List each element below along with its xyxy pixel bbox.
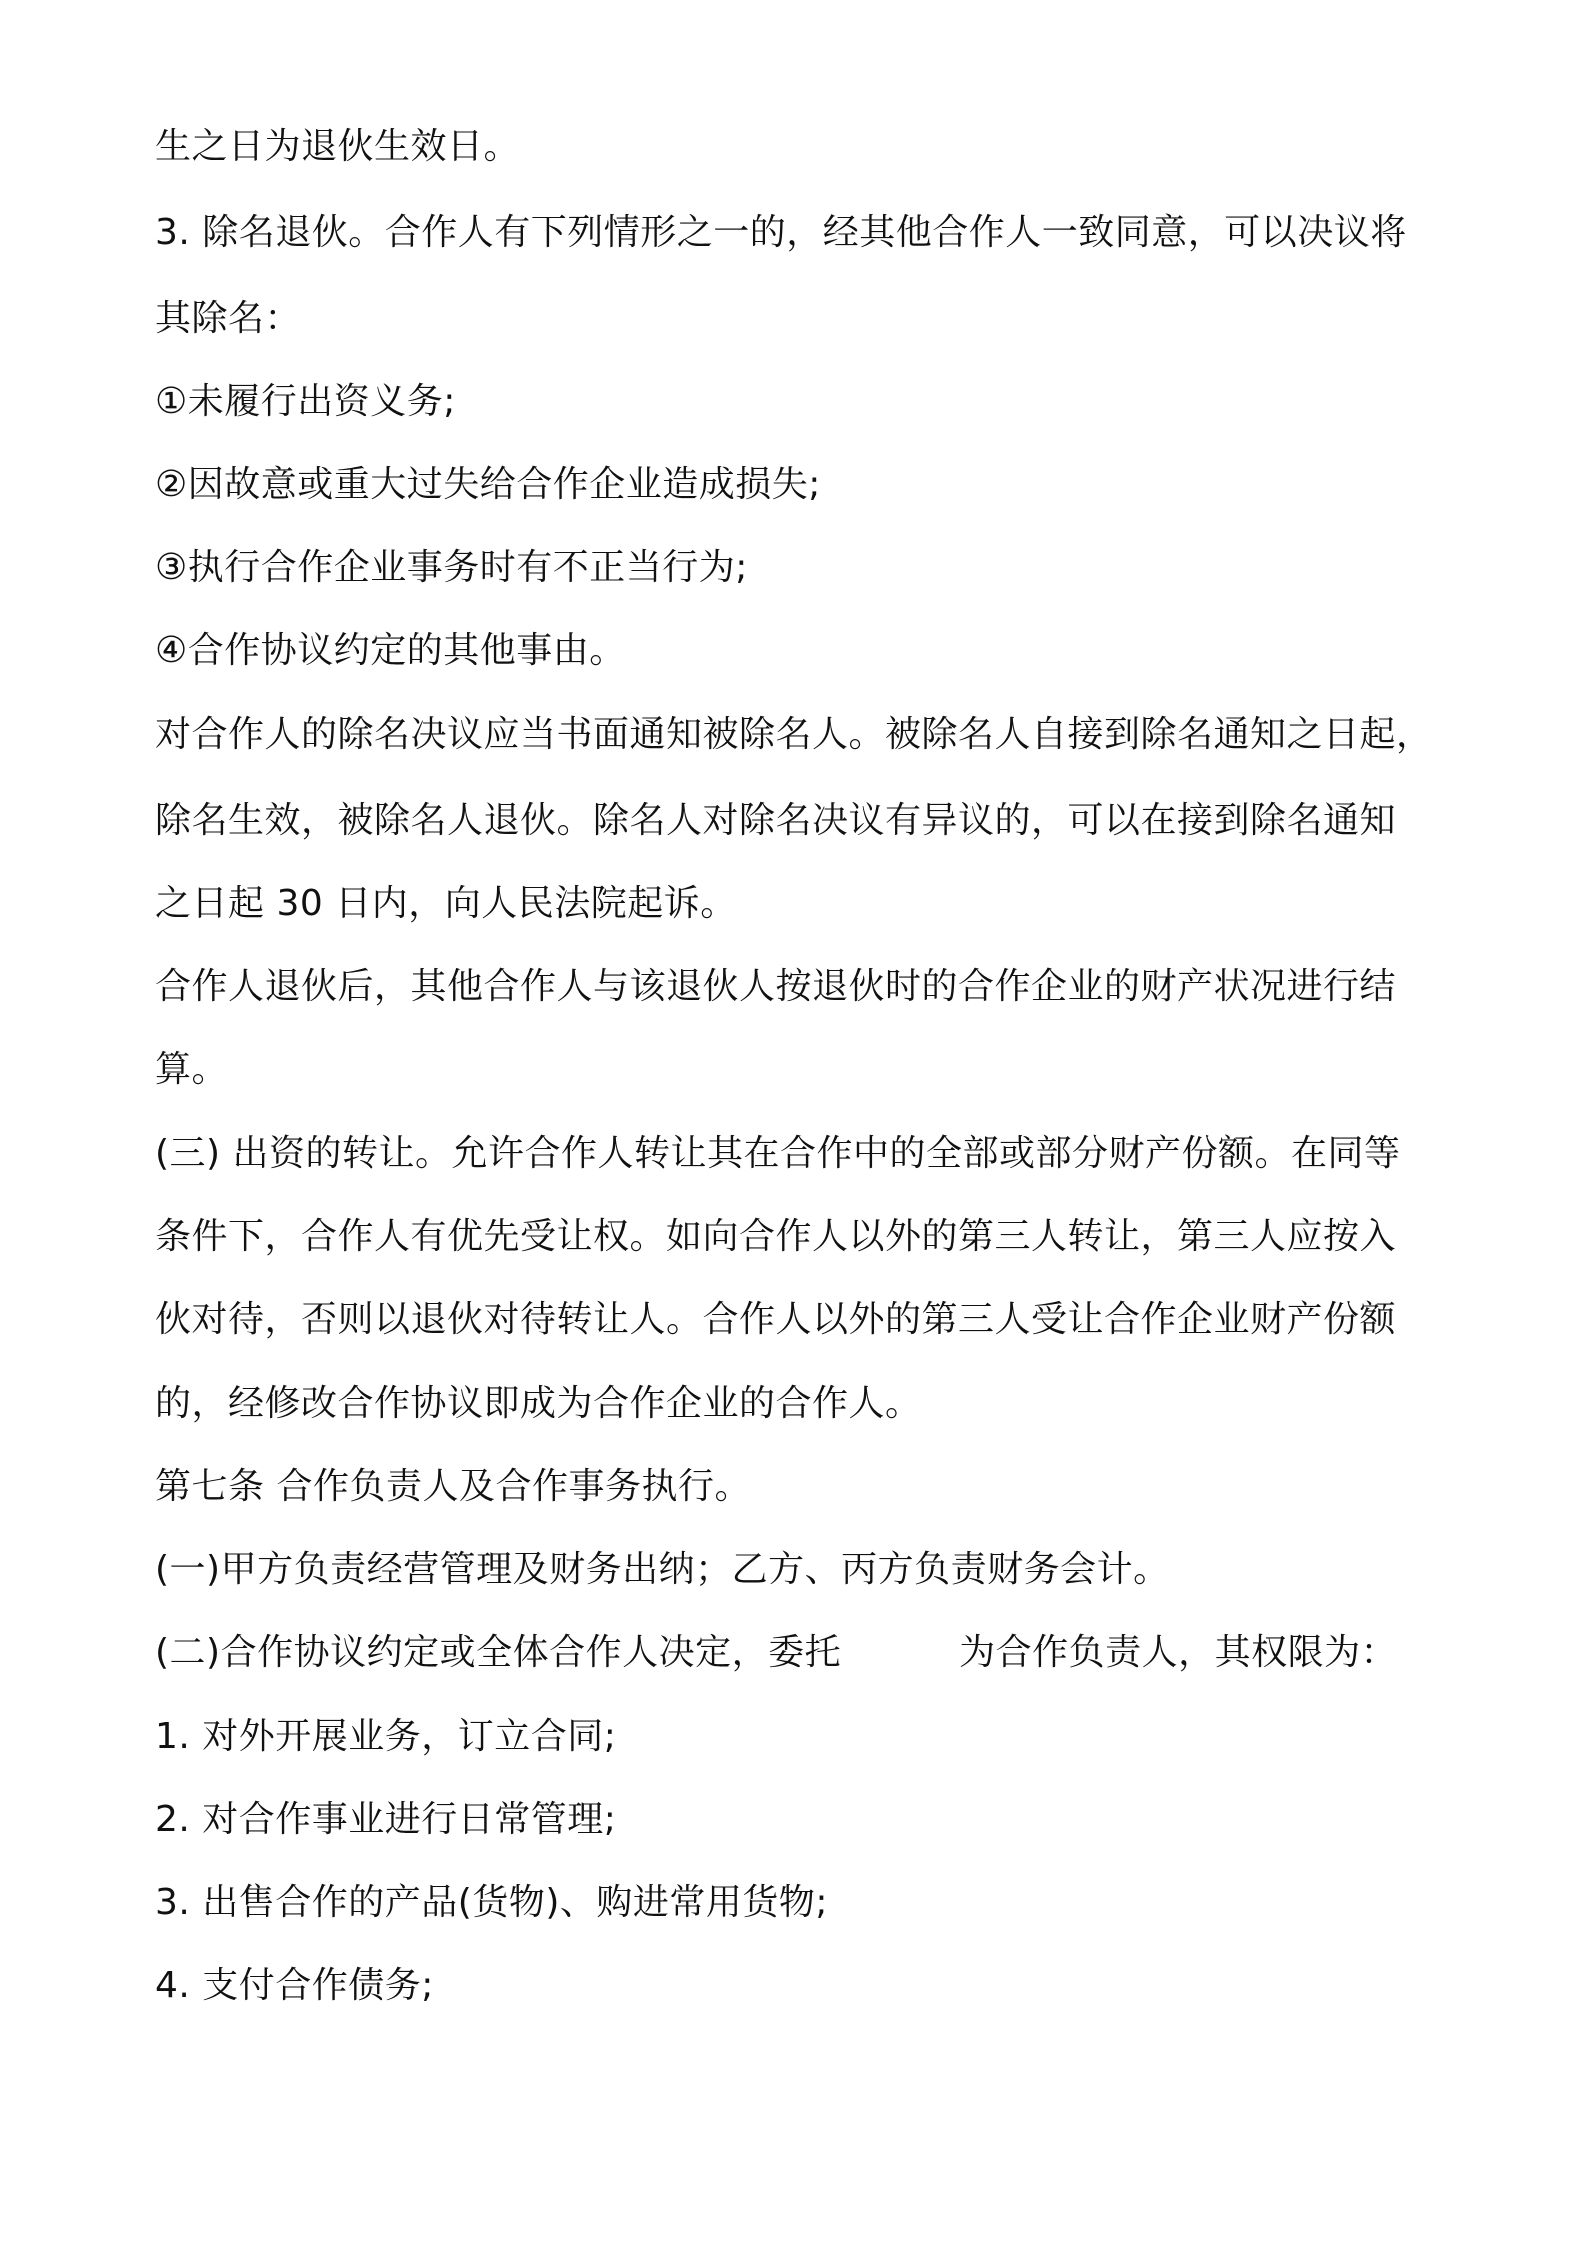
text-line: 除名生效，被除名人退伙。除名人对除名决议有异议的，可以在接到除名通知 <box>155 800 1397 841</box>
text-line: 之日起 30 日内，向人民法院起诉。 <box>155 883 737 924</box>
text-line: 对合作人的除名决议应当书面通知被除名人。被除名人自接到除名通知之日起， <box>155 714 1433 755</box>
list-item-obligation-4: ④合作协议约定的其他事由。 <box>155 630 626 671</box>
text-line: 其除名： <box>155 298 302 339</box>
section-heading-three: (三) 出资的转让。允许合作人转让其在合作中的全部或部分财产份额。在同等 <box>155 1133 1401 1174</box>
text-line: 的，经修改合作协议即成为合作企业的合作人。 <box>155 1383 922 1424</box>
text-line: 算。 <box>155 1049 229 1090</box>
entrust-text-after: 为合作负责人，其权限为： <box>959 1632 1398 1673</box>
list-item-obligation-1: ①未履行出资义务; <box>155 381 456 422</box>
article-heading: 第七条 合作负责人及合作事务执行。 <box>155 1466 751 1507</box>
list-item: 2. 对合作事业进行日常管理; <box>155 1799 617 1840</box>
text-line: 伙对待，否则以退伙对待转让人。合作人以外的第三人受让合作企业财产份额 <box>155 1299 1397 1340</box>
list-item: 3. 出售合作的产品(货物)、购进常用货物; <box>155 1882 829 1923</box>
text-line: 3. 除名退伙。合作人有下列情形之一的，经其他合作人一致同意，可以决议将 <box>155 212 1407 253</box>
text-line: 合作人退伙后，其他合作人与该退伙人按退伙时的合作企业的财产状况进行结 <box>155 966 1397 1007</box>
text-line: 生之日为退伙生效日。 <box>155 126 521 167</box>
entrust-text-before: (二)合作协议约定或全体合作人决定，委托 <box>155 1632 842 1673</box>
text-line: 条件下，合作人有优先受让权。如向合作人以外的第三人转让，第三人应按入 <box>155 1216 1397 1257</box>
text-line: (一)甲方负责经营管理及财务出纳；乙方、丙方负责财务会计。 <box>155 1549 1170 1590</box>
entrust-line <box>155 1629 1445 1677</box>
list-item: 4. 支付合作债务; <box>155 1965 434 2006</box>
list-item-obligation-2: ②因故意或重大过失给合作企业造成损失; <box>155 464 821 505</box>
list-item-obligation-3: ③执行合作企业事务时有不正当行为; <box>155 547 748 588</box>
list-item: 1. 对外开展业务，订立合同; <box>155 1716 617 1757</box>
